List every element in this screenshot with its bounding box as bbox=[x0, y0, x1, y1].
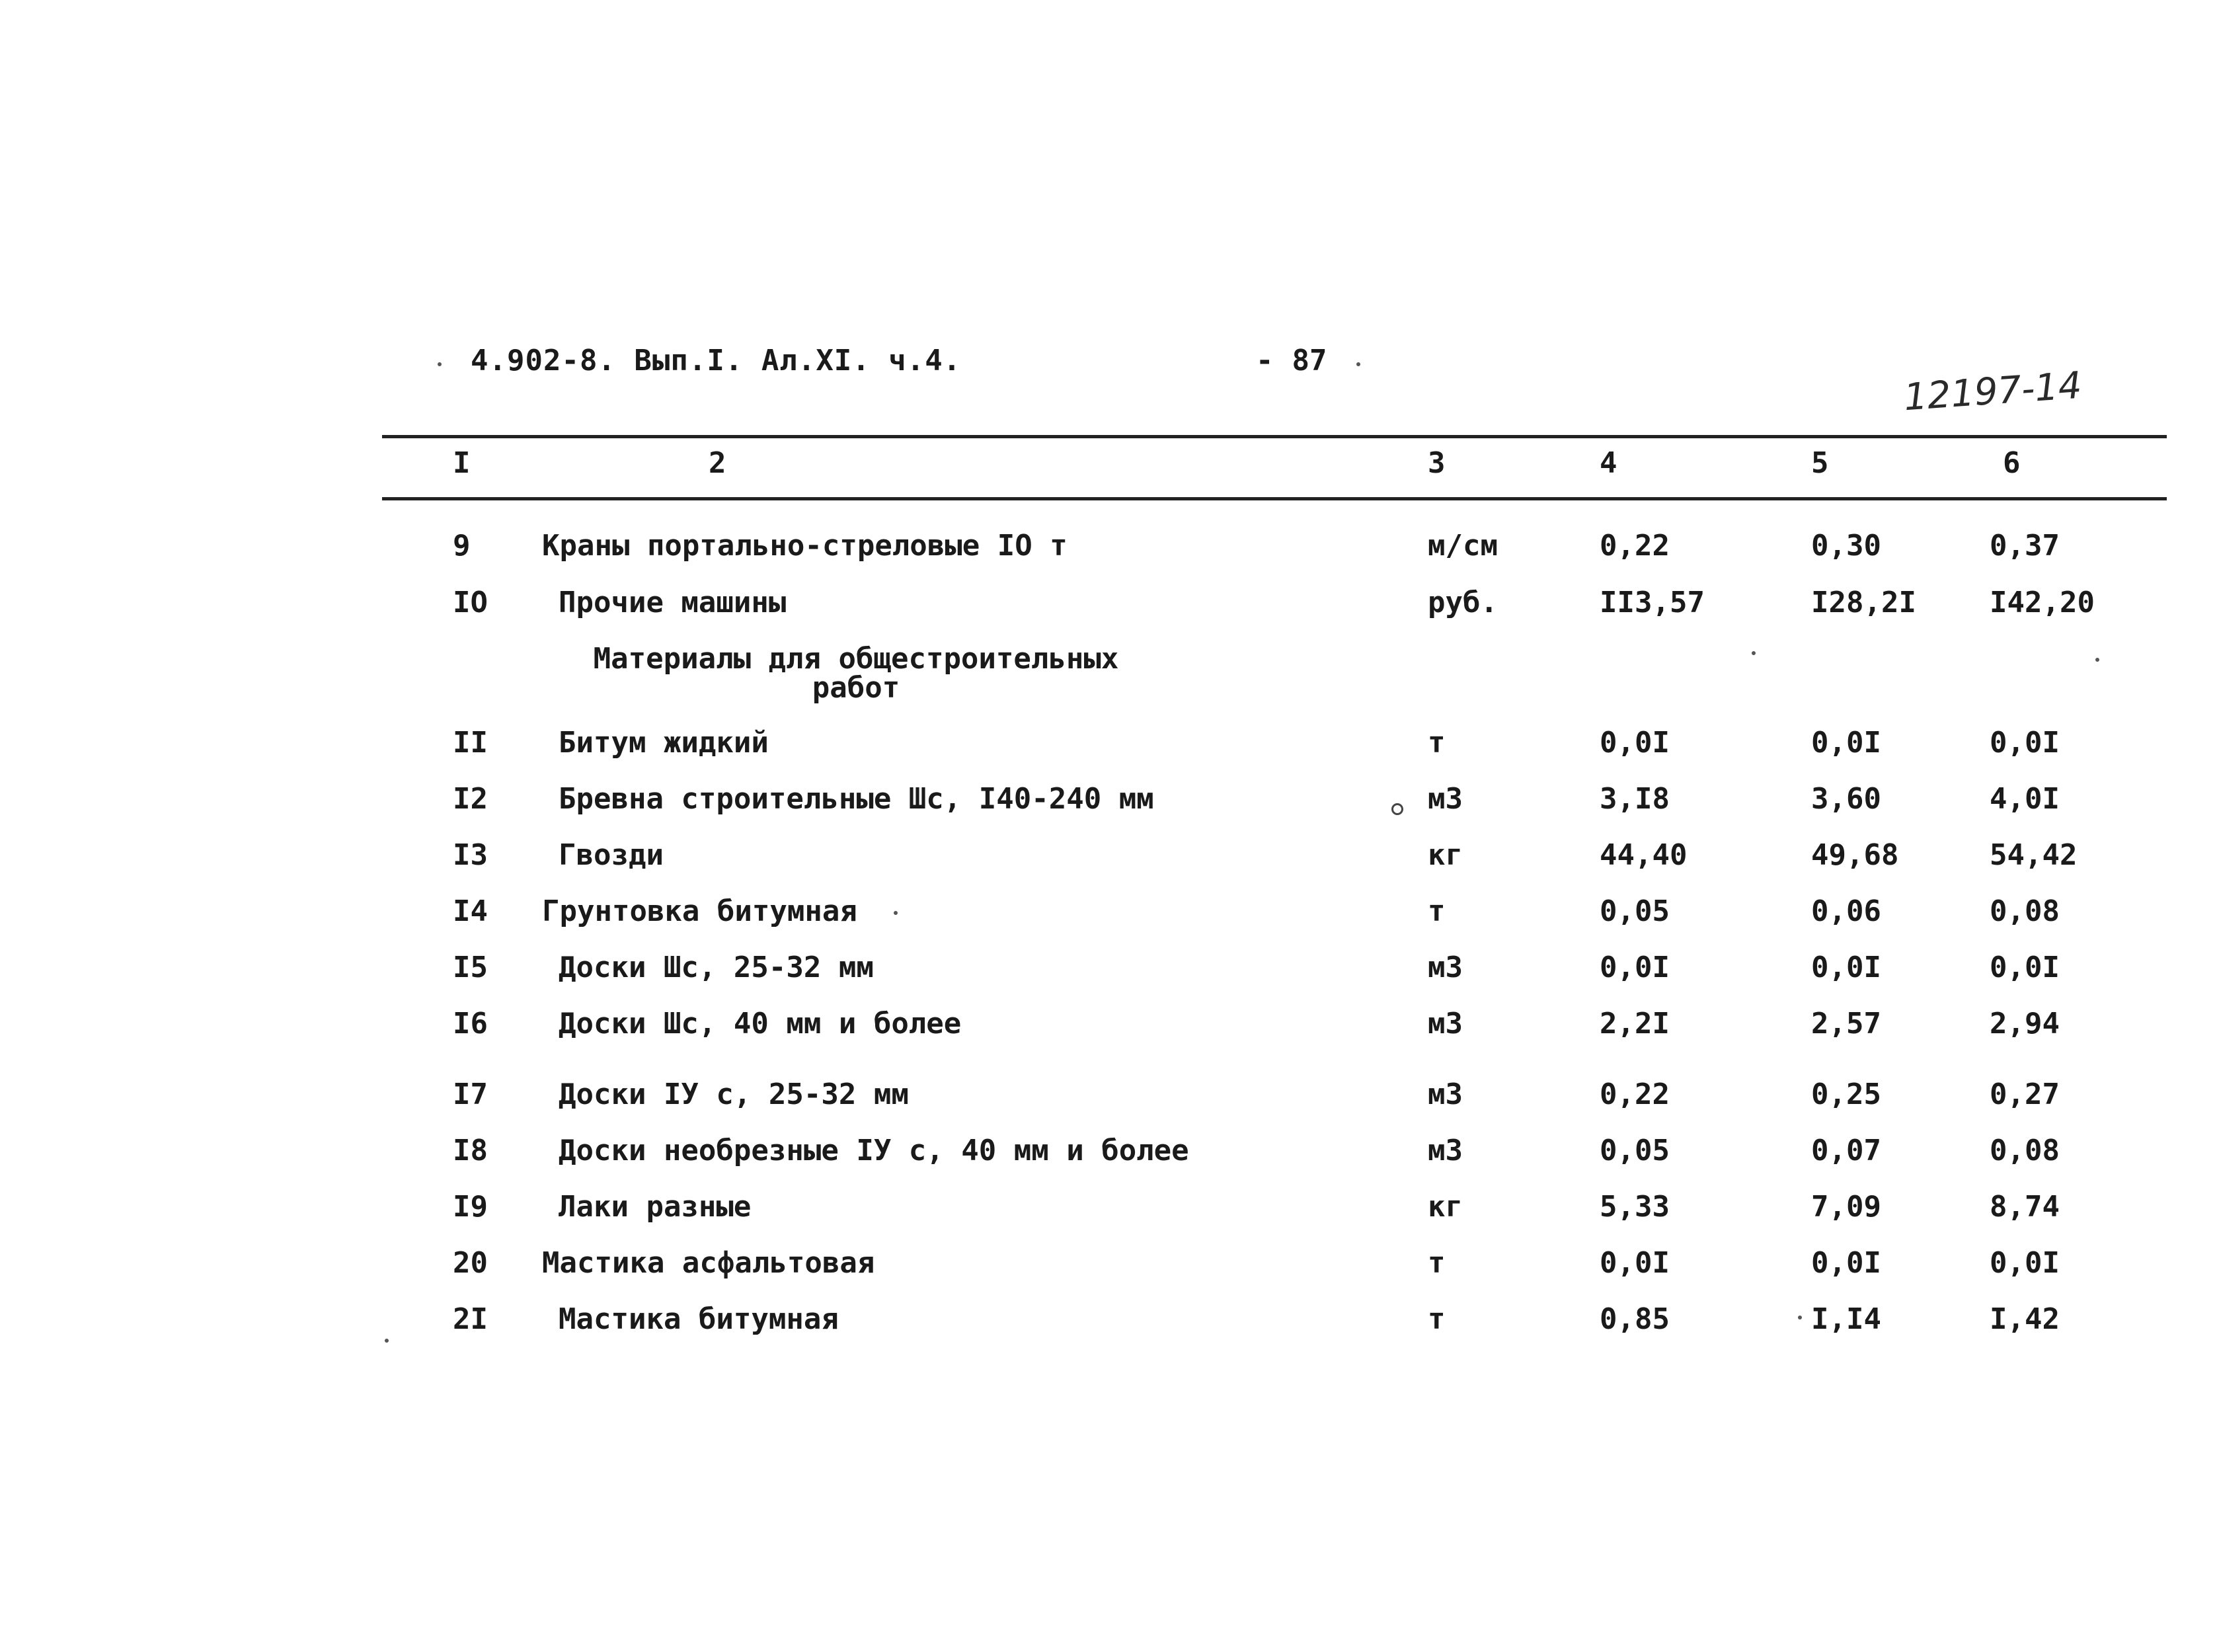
row-unit: м3 bbox=[1428, 1134, 1463, 1167]
row-value-col6: 0,0I bbox=[1990, 951, 2060, 984]
row-value-col4: 0,05 bbox=[1600, 894, 1670, 928]
section-title-line-2: работ bbox=[812, 671, 900, 705]
row-name: Прочие машины bbox=[559, 586, 787, 619]
row-name: Мастика битумная bbox=[559, 1302, 839, 1336]
scan-speck bbox=[2095, 658, 2099, 662]
row-name: Грунтовка битумная bbox=[542, 894, 857, 928]
table-row bbox=[0, 782, 2217, 822]
column-header-6: 6 bbox=[2003, 446, 2021, 480]
row-value-col6: 2,94 bbox=[1990, 1007, 2060, 1041]
row-value-col6: 0,0I bbox=[1990, 726, 2060, 760]
row-number: 2I bbox=[453, 1302, 488, 1336]
row-number: I3 bbox=[453, 838, 488, 872]
table-row bbox=[0, 586, 2217, 625]
table-row bbox=[0, 1134, 2217, 1173]
row-value-col5: 0,30 bbox=[1811, 529, 1881, 563]
row-value-col5: 0,07 bbox=[1811, 1134, 1881, 1167]
section-title bbox=[592, 642, 1120, 705]
row-name: Краны портально-стреловые IO т bbox=[542, 529, 1068, 563]
page-dash: - bbox=[1256, 344, 1274, 377]
row-number: II bbox=[453, 726, 488, 760]
row-value-col6: 0,08 bbox=[1990, 1134, 2060, 1167]
row-value-col4: 0,22 bbox=[1600, 1078, 1670, 1111]
row-value-col5: 0,06 bbox=[1811, 894, 1881, 928]
row-name: Доски необрезные IУ с, 40 мм и более bbox=[559, 1134, 1189, 1167]
page-number-block bbox=[1256, 344, 1327, 377]
row-value-col5: 49,68 bbox=[1811, 838, 1899, 872]
row-value-col4: 3,I8 bbox=[1600, 782, 1670, 816]
row-value-col4: 0,85 bbox=[1600, 1302, 1670, 1336]
table-row bbox=[0, 726, 2217, 766]
row-value-col6: 0,37 bbox=[1990, 529, 2060, 563]
table-row bbox=[0, 1190, 2217, 1230]
row-value-col5: 0,25 bbox=[1811, 1078, 1881, 1111]
row-unit: кг bbox=[1428, 838, 1463, 872]
row-unit: кг bbox=[1428, 1190, 1463, 1224]
document-reference: 4.902-8. Вып.I. Ал.XI. ч.4. bbox=[471, 344, 962, 377]
row-value-col4: II3,57 bbox=[1600, 586, 1705, 619]
column-header-3: 3 bbox=[1428, 446, 1446, 480]
row-value-col4: 44,40 bbox=[1600, 838, 1688, 872]
table-row bbox=[0, 838, 2217, 878]
row-number: I6 bbox=[453, 1007, 488, 1041]
scan-speck bbox=[1356, 362, 1360, 366]
row-number: I4 bbox=[453, 894, 488, 928]
column-header-1: I bbox=[453, 446, 471, 480]
page-number: 87 bbox=[1292, 344, 1327, 377]
table-row bbox=[0, 1246, 2217, 1286]
row-value-col6: 54,42 bbox=[1990, 838, 2078, 872]
scan-speck bbox=[894, 911, 898, 915]
table-row bbox=[0, 951, 2217, 990]
row-name: Мастика асфальтовая bbox=[542, 1246, 875, 1280]
row-number: 20 bbox=[453, 1246, 488, 1280]
row-number: IO bbox=[453, 586, 488, 619]
row-unit: м3 bbox=[1428, 782, 1463, 816]
table-top-rule bbox=[382, 435, 2167, 438]
row-number: 9 bbox=[453, 529, 471, 563]
row-number: I7 bbox=[453, 1078, 488, 1111]
row-name: Доски Шс, 25-32 мм bbox=[559, 951, 874, 984]
row-value-col5: 7,09 bbox=[1811, 1190, 1881, 1224]
table-row bbox=[0, 894, 2217, 934]
column-header-5: 5 bbox=[1811, 446, 1829, 480]
row-unit: м3 bbox=[1428, 951, 1463, 984]
row-value-col5: 3,60 bbox=[1811, 782, 1881, 816]
row-value-col4: 0,0I bbox=[1600, 1246, 1670, 1280]
row-unit: руб. bbox=[1428, 586, 1498, 619]
table-header-rule bbox=[382, 497, 2167, 500]
scan-speck bbox=[438, 362, 442, 366]
table-row bbox=[0, 1078, 2217, 1117]
row-unit: т bbox=[1428, 726, 1446, 760]
row-value-col6: 0,27 bbox=[1990, 1078, 2060, 1111]
table-row bbox=[0, 1007, 2217, 1046]
row-value-col4: 0,22 bbox=[1600, 529, 1670, 563]
row-value-col6: 4,0I bbox=[1990, 782, 2060, 816]
row-name: Гвозди bbox=[559, 838, 664, 872]
row-name: Бревна строительные Шс, I40-240 мм bbox=[559, 782, 1154, 816]
row-number: I9 bbox=[453, 1190, 488, 1224]
row-number: I5 bbox=[453, 951, 488, 984]
row-value-col4: 0,05 bbox=[1600, 1134, 1670, 1167]
section-title-line-1: Материалы для общестроительных bbox=[593, 642, 1119, 676]
row-name: Доски IУ с, 25-32 мм bbox=[559, 1078, 909, 1111]
row-value-col6: I,42 bbox=[1990, 1302, 2060, 1336]
row-value-col6: 0,0I bbox=[1990, 1246, 2060, 1280]
row-value-col5: 0,0I bbox=[1811, 726, 1881, 760]
row-value-col5: 2,57 bbox=[1811, 1007, 1881, 1041]
scan-speck bbox=[385, 1339, 389, 1343]
row-value-col5: 0,0I bbox=[1811, 951, 1881, 984]
row-name: Битум жидкий bbox=[559, 726, 769, 760]
table-row bbox=[0, 1302, 2217, 1342]
row-value-col4: 2,2I bbox=[1600, 1007, 1670, 1041]
scan-speck bbox=[1752, 651, 1756, 655]
row-unit: м3 bbox=[1428, 1078, 1463, 1111]
table-row bbox=[0, 529, 2217, 569]
row-value-col4: 0,0I bbox=[1600, 951, 1670, 984]
row-value-col6: 0,08 bbox=[1990, 894, 2060, 928]
row-value-col5: 0,0I bbox=[1811, 1246, 1881, 1280]
row-value-col4: 0,0I bbox=[1600, 726, 1670, 760]
row-unit: т bbox=[1428, 1302, 1446, 1336]
row-name: Лаки разные bbox=[559, 1190, 752, 1224]
row-value-col5: I,I4 bbox=[1811, 1302, 1881, 1336]
row-value-col6: 8,74 bbox=[1990, 1190, 2060, 1224]
row-unit: т bbox=[1428, 1246, 1446, 1280]
scan-speck bbox=[1391, 803, 1403, 815]
scan-speck bbox=[1798, 1316, 1802, 1319]
row-name: Доски Шс, 40 мм и более bbox=[559, 1007, 962, 1041]
row-value-col6: I42,20 bbox=[1990, 586, 2095, 619]
row-unit: т bbox=[1428, 894, 1446, 928]
handwritten-reference: 12197-14 bbox=[1902, 364, 2083, 420]
row-value-col4: 5,33 bbox=[1600, 1190, 1670, 1224]
column-header-2: 2 bbox=[709, 446, 726, 480]
row-value-col5: I28,2I bbox=[1811, 586, 1916, 619]
row-unit: м3 bbox=[1428, 1007, 1463, 1041]
column-header-4: 4 bbox=[1600, 446, 1617, 480]
row-unit: м/см bbox=[1428, 529, 1498, 563]
row-number: I2 bbox=[453, 782, 488, 816]
row-number: I8 bbox=[453, 1134, 488, 1167]
